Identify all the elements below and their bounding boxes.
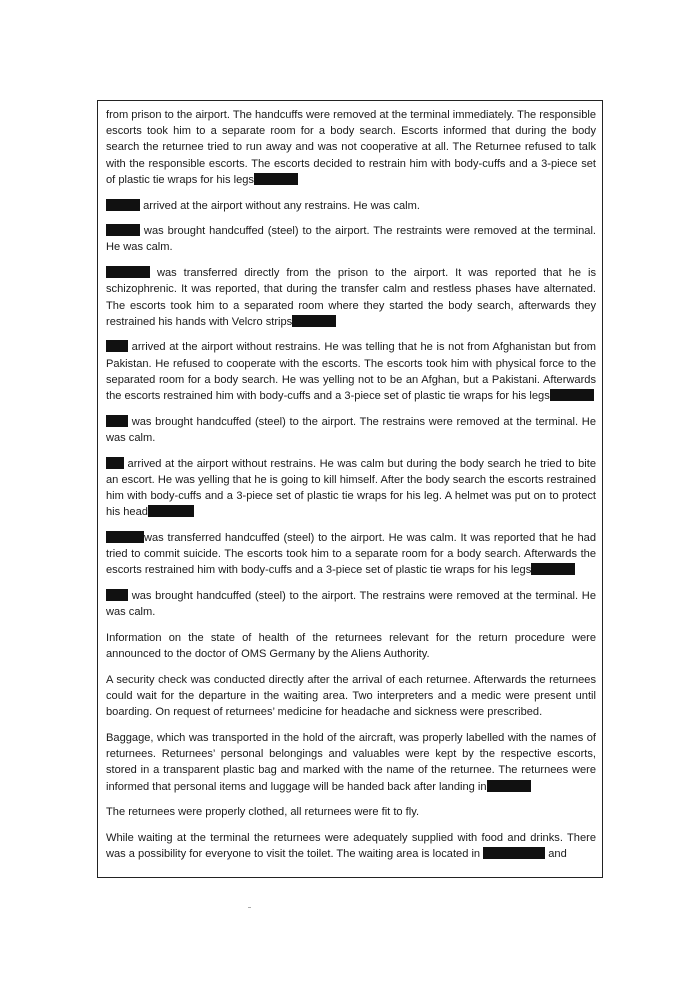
paragraph (106, 530, 596, 579)
paragraph (106, 830, 596, 862)
redaction-block (550, 389, 594, 401)
redaction-block (106, 531, 144, 543)
paragraph (106, 588, 596, 620)
paragraph (106, 223, 596, 255)
redaction-block (148, 505, 194, 517)
redaction-block (254, 173, 298, 185)
document-frame (97, 100, 603, 878)
paragraph-text: and (545, 848, 567, 861)
scan-speck (248, 907, 251, 908)
paragraph (106, 456, 596, 521)
paragraph-text: was brought handcuffed (steel) to the airport. The restrains were removed at the terminal. He was calm. (106, 590, 596, 619)
paragraph-text: The returnees were properly clothed, all returnees were fit to fly. (106, 806, 420, 819)
paragraph-text: Information on the state of health of the returnees relevant for the return procedure were announced to the doctor of OMS Germany by the Aliens Authority. (106, 631, 596, 661)
paragraph-text: Baggage, which was transported in the hold of the aircraft, was properly labelled with the names of returnees. Returnees’ personal belongings and valuables were kept by the respective escorts, stored in a transparent plastic bag and marked with the name of the returnee. The returnees were informed that personal items and luggage will be handed back after landing in (106, 732, 596, 793)
paragraph-text: arrived at the airport without any restrains. He was calm. (140, 199, 420, 212)
paragraph-text: arrived at the airport without restrains. He was calm but during the body search he tried to bite an escort. He was yelling that he is going to kill himself. After the body search the escorts restrained him with body-cuffs and a 3-piece set of plastic tie wraps for his leg. A helmet was put on to protect his head (106, 457, 596, 519)
paragraph (106, 414, 596, 446)
paragraph-text: While waiting at the terminal the returnees were adequately supplied with food and drinks. There was a possibility for everyone to visit the toilet. The waiting area is located in (106, 832, 596, 861)
paragraph (106, 265, 596, 330)
paragraph (106, 672, 596, 721)
paragraph (106, 107, 596, 188)
redaction-block (106, 224, 140, 236)
redaction-block (106, 199, 140, 211)
redaction-block (106, 415, 128, 427)
redaction-block (531, 563, 575, 575)
paragraph-text: was transferred handcuffed (steel) to the airport. He was calm. It was reported that he had tried to commit suicide. The escorts took him to a separate room for a body search. Afterwards the escorts restrained him with body-cuffs and a 3-piece set of plastic tie wraps for his legs (106, 531, 596, 577)
redaction-block (106, 266, 150, 278)
redaction-block (106, 340, 128, 352)
paragraph-text: from prison to the airport. The handcuffs were removed at the terminal immediately. The responsible escorts took him to a separate room for a body search. Escorts informed that during the body search the returnee tried to run away and was not cooperative at all. The Returnee refused to talk with the responsible escorts. The escorts decided to restrain him with body-cuffs and a 3-piece set of plastic tie wraps for his legs (106, 109, 597, 186)
paragraph-text: A security check was conducted directly after the arrival of each returnee. Afterwards the returnees could wait for the departure in the waiting area. Two interpreters and a medic were present until boarding. On request of returnees’ medicine for headache and sickness were prescribed. (106, 673, 596, 719)
paragraph-text: was transferred directly from the prison to the airport. It was reported that he is schizophrenic. It was reported, that during the transfer calm and restless phases have alternated. The escorts took him to a separated room where they started the body search, afterwards they restrained his hands with Velcro strips (106, 267, 596, 328)
redaction-block (106, 589, 128, 601)
redaction-block (106, 457, 124, 469)
paragraph (106, 730, 596, 795)
redaction-block (487, 780, 531, 792)
paragraph-text: was brought handcuffed (steel) to the airport. The restraints were removed at the terminal. He was calm. (106, 225, 596, 254)
redaction-block (292, 315, 336, 327)
paragraph (106, 630, 596, 662)
paragraph (106, 339, 596, 404)
paragraph-text: arrived at the airport without restrains. He was telling that he is not from Afghanistan but from Pakistan. He refused to cooperate with the escorts. The escorts took him with physical force to the separated room for a body search. He was yelling not to be an Afghan, but a Pakistani. Afterwards the escorts restrained him with body-cuffs and a 3-piece set of plastic tie wraps for his legs (106, 341, 596, 403)
paragraph-text: was brought handcuffed (steel) to the airport. The restrains were removed at the terminal. He was calm. (106, 415, 596, 444)
paragraph (106, 804, 596, 820)
redaction-block (483, 847, 545, 859)
paragraph (106, 198, 596, 214)
